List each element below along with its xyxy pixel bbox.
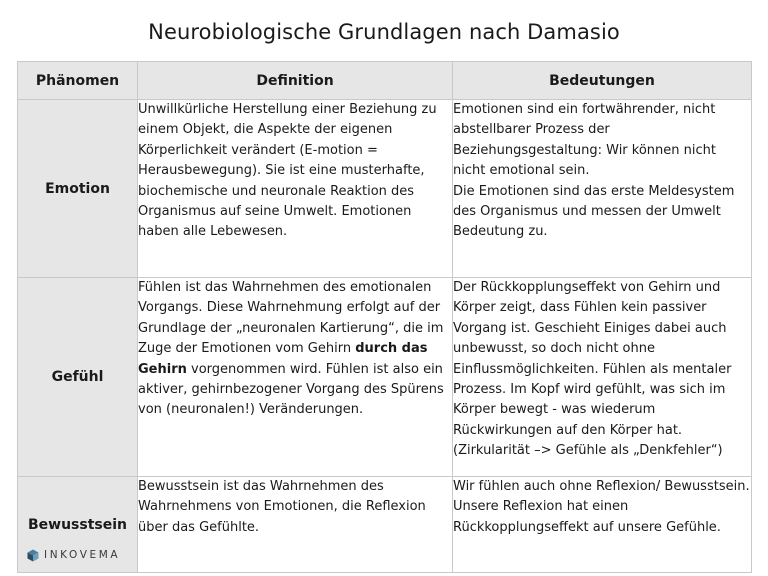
page-title: Neurobiologische Grundlagen nach Damasio — [148, 20, 620, 44]
meaning-cell — [453, 477, 752, 573]
definition-cell — [138, 100, 453, 278]
definition-text — [138, 278, 452, 421]
definition-emphasis: durch das Gehirn — [138, 341, 428, 377]
definition-cell — [138, 278, 453, 477]
meaning-text: Der Rückkopplungseffekt von Gehirn und Körper zeigt, dass Fühlen kein passiver Vorgang ist. Geschieht Einiges dabei auch unbewusst, so doch nicht ohne Einflussmöglichkeiten. Fühlen als mentaler Prozess. Im Kopf wird gefühlt, was sich im Körper bewegt - was wiederum Rückwirkungen auf den Körper hat. (Zirkularität –> Gefühle als „Denkfehler“) — [453, 280, 732, 459]
inkovema-cube-logo-icon — [27, 549, 39, 562]
definition-text-part: vorgenommen wird. Fühlen ist also ein aktiver, gehirnbezogener Vorgang des Spürens von (neuronalen!) Veränderungen. — [138, 361, 444, 418]
definition-text: Bewusstsein ist das Wahrnehmen des Wahrnehmens von Emotionen, die Reflexion über das Gefühlte. — [138, 479, 426, 535]
definition-cell — [138, 477, 453, 573]
damasio-table — [17, 61, 752, 573]
meaning-cell — [453, 100, 752, 278]
table-header-row — [18, 62, 752, 100]
logo-text: INKOVEMA — [44, 549, 121, 561]
meaning-text: Die Emotionen sind das erste Meldesystem des Organismus und messen der Umwelt Bedeutung zu. — [453, 183, 735, 240]
table-row-gefuehl — [18, 278, 752, 477]
inkovema-logo — [27, 548, 120, 562]
table-row-bewusstsein — [18, 477, 752, 573]
phenomenon-cell: Bewusstsein — [18, 477, 138, 573]
definition-text-part: Fühlen ist das Wahrnehmen des emotionalen Vorgangs. Diese Wahrnehmung erfolgt auf der Grundlage der „neuronalen Kartierung“, die im Zuge der Emotionen vom Gehirn — [138, 280, 444, 357]
column-header-meanings: Bedeutungen — [453, 62, 752, 100]
phenomenon-cell: Emotion — [18, 100, 138, 278]
definition-text: Unwillkürliche Herstellung einer Beziehung zu einem Objekt, die Aspekte der eigenen Körperlichkeit verändert (E-motion = Herausbewegung). Sie ist eine musterhafte, biochemische und neuronale Reaktion des Organismus auf seine Umwelt. Emotionen haben alle Lebewesen. — [138, 102, 437, 240]
table-row-emotion — [18, 100, 752, 278]
meaning-cell — [453, 278, 752, 477]
meaning-text: Wir fühlen auch ohne Reflexion/ Bewusstsein. Unsere Reflexion hat einen Rückkopplungseffekt auf unsere Gefühle. — [453, 479, 750, 535]
column-header-definition: Definition — [138, 62, 453, 100]
phenomenon-cell: Gefühl — [18, 278, 138, 477]
meaning-text: Emotionen sind ein fortwährender, nicht abstellbarer Prozess der Beziehungsgestaltung: Wir können nicht nicht emotional sein. — [453, 102, 716, 179]
column-header-phenomenon: Phänomen — [18, 62, 138, 100]
